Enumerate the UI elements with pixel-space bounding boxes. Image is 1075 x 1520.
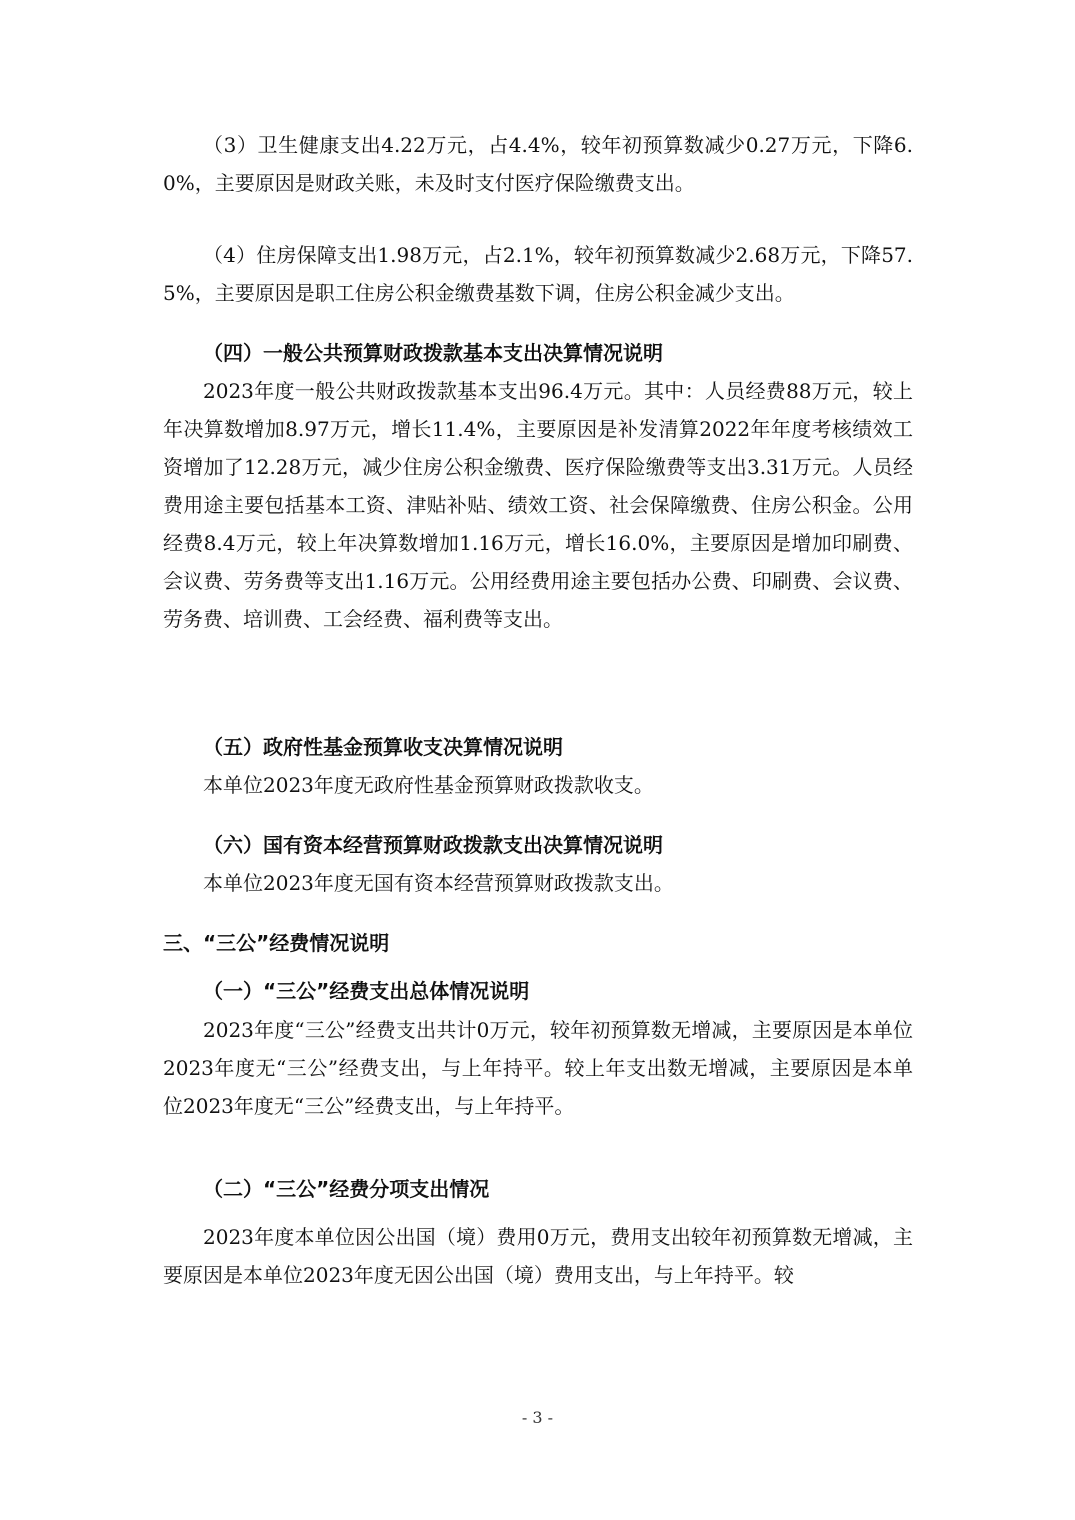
heading-chapter-3 (163, 924, 913, 962)
paragraph-text: 2023年度一般公共财政拨款基本支出96.4万元。其中：人员经费88万元，较上年决算数增加8.97万元，增长11.4%，主要原因是补发清算2022年年度考核绩效工资增加了12.28万元，减少住房公积金缴费、医疗保险缴费等支出3.31万元。人员经费用途主要包括基本工资、津贴补贴、绩效工资、社会保障缴费、住房公积金。公用经费8.4万元，较上年决算数增加1.16万元，增长16.0%，主要原因是增加印刷费、会议费、劳务费等支出1.16万元。公用经费用途主要包括办公费、印刷费、会议费、劳务费、培训费、工会经费、福利费等支出。 (163, 379, 913, 631)
page-number: - 3 - (521, 1408, 554, 1427)
section-heading: （四）一般公共预算财政拨款基本支出决算情况说明 (203, 341, 663, 365)
section-heading: （五）政府性基金预算收支决算情况说明 (203, 735, 563, 759)
paragraph-housing-expenditure (163, 236, 913, 312)
section-heading: （二）“三公”经费分项支出情况 (203, 1177, 490, 1201)
paragraph-text: 本单位2023年度无国有资本经营预算财政拨款支出。 (203, 871, 674, 895)
paragraph-text: （4）住房保障支出1.98万元，占2.1%，较年初预算数减少2.68万元，下降57.5%，主要原因是职工住房公积金缴费基数下调，住房公积金减少支出。 (163, 243, 913, 305)
heading-section-3-1 (163, 972, 913, 1010)
paragraph-text: 2023年度本单位因公出国（境）费用0万元，费用支出较年初预算数无增减，主要原因是本单位2023年度无因公出国（境）费用支出，与上年持平。较 (163, 1225, 913, 1287)
paragraph-health-expenditure (163, 126, 913, 202)
section-heading: （六）国有资本经营预算财政拨款支出决算情况说明 (203, 833, 663, 857)
heading-section-5 (163, 728, 913, 766)
paragraph-text: 2023年度“三公”经费支出共计0万元，较年初预算数无增减，主要原因是本单位2023年度无“三公”经费支出，与上年持平。较上年支出数无增减，主要原因是本单位2023年度无“三公”经费支出，与上年持平。 (163, 1018, 913, 1118)
paragraph-state-capital (163, 864, 913, 902)
paragraph-basic-expenditure (163, 372, 913, 638)
heading-section-6 (163, 826, 913, 864)
paragraph-text: 本单位2023年度无政府性基金预算财政拨款收支。 (203, 773, 654, 797)
paragraph-three-public-total (163, 1011, 913, 1125)
section-heading: （一）“三公”经费支出总体情况说明 (203, 979, 530, 1003)
paragraph-text: （3）卫生健康支出4.22万元，占4.4%，较年初预算数减少0.27万元，下降6.0%，主要原因是财政关账，未及时支付医疗保险缴费支出。 (163, 133, 913, 195)
paragraph-overseas-expenditure (163, 1218, 913, 1294)
heading-section-4 (163, 334, 913, 372)
chapter-heading: 三、“三公”经费情况说明 (163, 931, 390, 955)
heading-section-3-2 (163, 1170, 913, 1208)
paragraph-government-fund (163, 766, 913, 804)
